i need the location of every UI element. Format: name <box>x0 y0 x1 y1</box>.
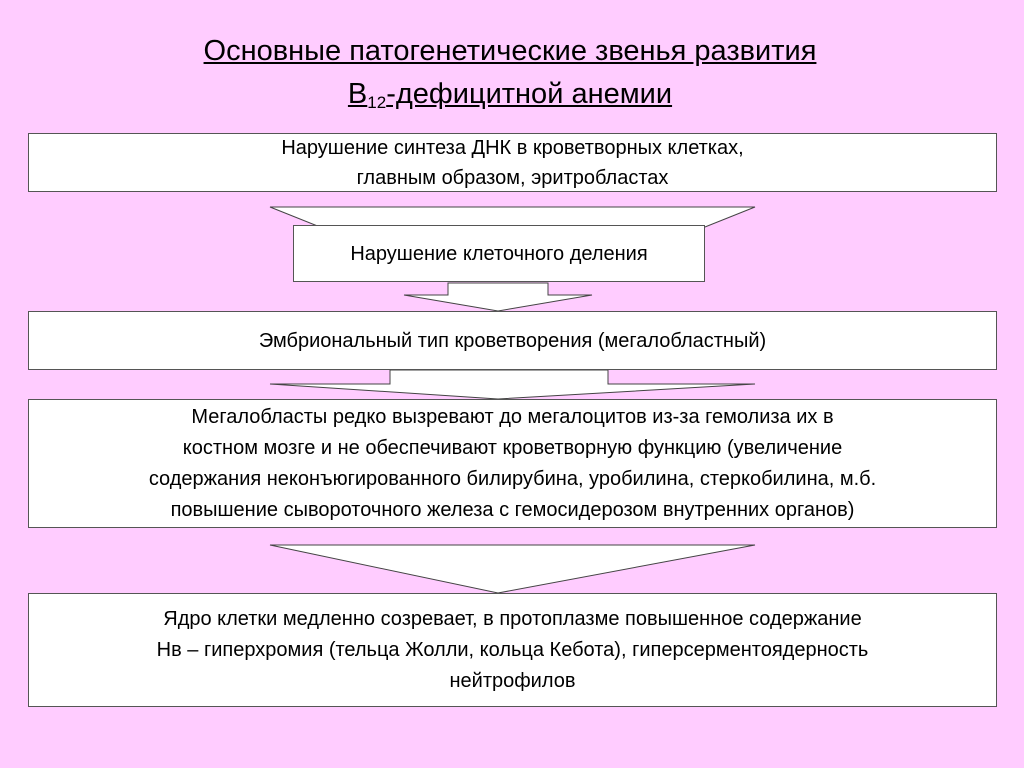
step-text <box>149 402 876 526</box>
step-box-megaloblasts <box>28 399 997 528</box>
arrow-2 <box>404 283 592 311</box>
step-box-nucleus-maturation <box>28 593 997 707</box>
step-text <box>157 604 869 697</box>
title-suffix: -дефицитной анемии <box>386 78 673 110</box>
step-line: Нарушение клеточного деления <box>350 242 648 265</box>
arrow-1 <box>270 207 755 227</box>
step-line: костном мозге и не обеспечивают кроветворную функцию (увеличение <box>182 436 843 459</box>
step-line: Эмбриональный тип кроветворения (мегалобластный) <box>258 329 767 352</box>
step-line: главным образом, эритробластах <box>356 166 669 189</box>
step-line: Нарушение синтеза ДНК в кроветворных клетках, <box>281 136 744 159</box>
step-line: повышение сывороточного железа с гемосидерозом внутренних органов) <box>170 498 855 521</box>
title-line-1: Основные патогенетические звенья развития <box>203 35 817 67</box>
step-line: нейтрофилов <box>449 669 576 692</box>
step-line: Мегалобласты редко вызревают до мегалоцитов из-за гемолиза их в <box>191 405 834 428</box>
step-line: Ядро клетки медленно созревает, в протоплазме повышенное содержание <box>163 607 862 630</box>
title-subscript: 12 <box>367 93 387 112</box>
step-box-embryonic-hematopoiesis <box>28 311 997 370</box>
step-box-cell-division <box>293 225 705 282</box>
step-line: содержания неконъюгированного билирубина, уробилина, стеркобилина, м.б. <box>148 467 877 490</box>
arrow-4 <box>270 545 755 593</box>
step-line: Нв – гиперхромия (тельца Жолли, кольца Кебота), гиперсерментоядерность <box>156 638 869 661</box>
step-box-dna-synthesis <box>28 133 997 192</box>
step-text <box>281 133 743 193</box>
title-prefix: В <box>347 78 368 110</box>
arrow-3 <box>270 370 755 399</box>
